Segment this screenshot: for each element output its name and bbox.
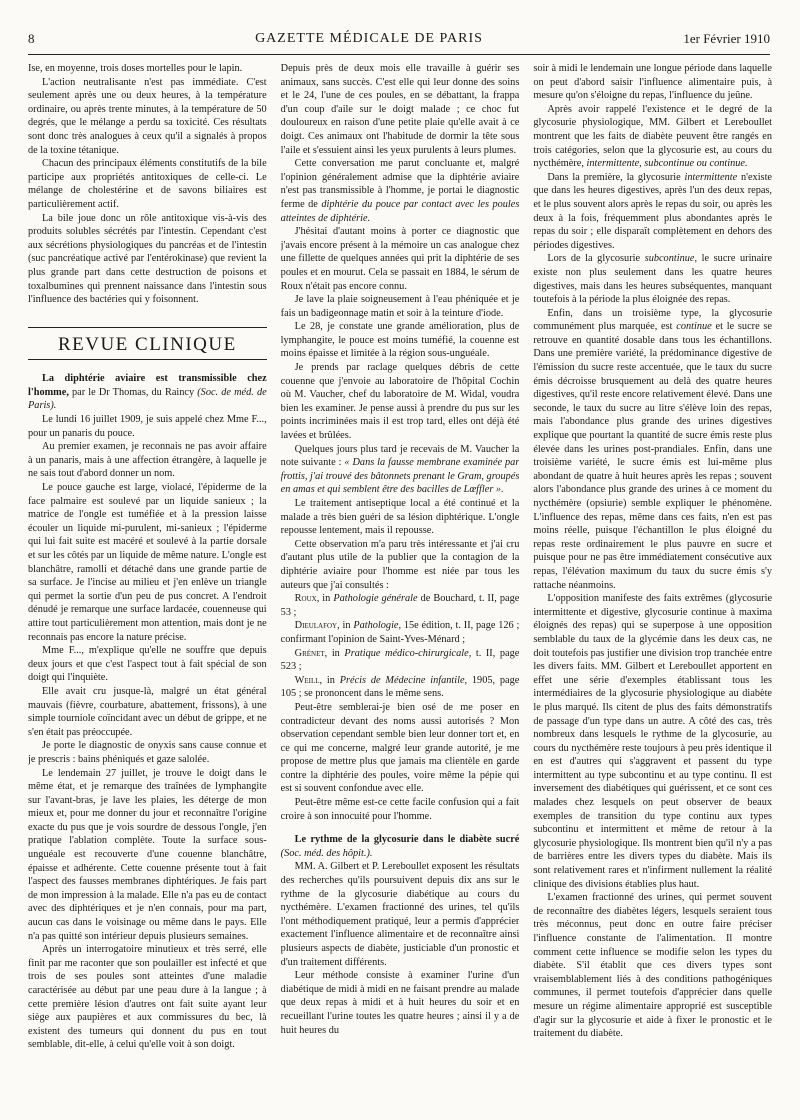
paragraph [533, 171, 772, 253]
term-emphasis: continue [676, 321, 712, 333]
page-header [28, 24, 770, 55]
article-heading [28, 372, 267, 413]
paragraph: Chacun des principaux éléments constitutifs de la bile participe aux propriétés antitoxiques de celle-ci. Le mélange de cholestérine et de savons biliaires est particulièrement actif. [28, 158, 267, 210]
paragraph: Cette observation m'a paru très intéressante et j'ai cru d'autant plus utile de la publier que la contagion de la diphtérie aviaire pour l'homme est niée par tous les auteurs que j'ai consultés : [280, 538, 520, 591]
reference-author: Grénet, [294, 647, 328, 659]
paragraph: Je porte le diagnostic de onyxis sans cause connue et je prescris : bains phéniqués et gaze salolée. [28, 740, 267, 765]
paragraph: Depuis près de deux mois elle travaille à guérir ses animaux, sans succès. C'est elle qui leur donne des soins et le 24, l'une de ces poules, en se débattant, la frappa d'un coup d'aile sur le doigt malade ; ce choc fut douloureux en raison d'une petite plaie qu'elle avait à ce doigt. Ces animaux ont l'habitude de dormir la tête sous l'aile et s'essuient ainsi les yeux purulents à leurs plumes. [280, 63, 520, 156]
article-source: (Soc. de méd. de Paris). [28, 386, 267, 412]
paragraph: Leur méthode consiste à examiner l'urine d'un diabétique de midi à midi en ne faisant prendre au malade que deux repas à midi et à huit heures du soir et en recueillant l'urine toutes les quatre heures ; ainsi il y a de huit heures du [280, 970, 520, 1036]
page-number: 8 [28, 31, 35, 46]
paragraph: MM. A. Gilbert et P. Lereboullet exposent les résultats des recherches qu'ils poursuivent depuis dix ans sur le rythme de la glycosurie diabétique au cours du nycthémère. L'examen fractionné des urines, tel qu'ils l'ont méthodiquement pratiqué, leur a permis d'apprécier exactement l'influence alimentaire et de reconnaître ainsi plusieurs aspects de diabète, justiciable d'un pronostic et d'un traitement différents. [280, 861, 520, 968]
paragraph [281, 443, 520, 497]
paragraph: L'action neutralisante n'est pas immédiate. C'est seulement après une ou deux heures, à la température ordinaire, ou après trente minutes, à la température de 50 degrés, que le mélange a perdu sa toxicité. Ces résultats sont donc très analogues à ceux qu'il a signalés à propos de la toxine tétanique. [28, 76, 267, 156]
paragraph: L'examen fractionné des urines, qui permet souvent de reconnaître des diabètes légers, lesquels seraient tous très méconnus, peut donc en outre faire préciser l'influence constante de l'alimentation. Il montre comment cette influence se modifie selon les types du diabète. S'il établit que ces divers types sont vraisemblablement liés à des conditions pathogéniques communes, il permet toutefois d'apprécier dans quelle mesure un régime alimentaire approprié est susceptible d'agir sur la glycosurie et aide à fixer le pronostic et le traitement du diabète. [533, 892, 773, 1040]
article-heading [281, 833, 520, 860]
paragraph-text: Dans la première, la glycosurie [547, 171, 685, 183]
text-columns [28, 62, 772, 1110]
paragraph: Le lundi 16 juillet 1909, je suis appelé chez Mme F..., pour un panaris du pouce. [28, 414, 267, 439]
issue-month-year: Février 1910 [703, 31, 770, 46]
paragraph: soir à midi le lendemain une longue période dans laquelle on peut d'abord saisir l'influence alimentaire puis, à mesure qu'on s'éloigne du repas, l'influence du jeûne. [533, 63, 773, 102]
paragraph: Elle avait cru jusque-là, malgré un état général mauvais (fièvre, courbature, abattement, frissons), à une simple tourniole coïncidant avec un début de grippe, et ne s'en était pas préoccupée. [28, 685, 267, 738]
paragraph [533, 103, 772, 171]
reference-author: Roux, [294, 593, 320, 605]
paragraph-text: Lors de la glycosurie [547, 253, 645, 265]
term-emphasis: intermittente [684, 171, 738, 183]
reference [281, 592, 520, 619]
reference-title: Précis de Médecine infantile, [339, 674, 468, 686]
paragraph-text: n'existe que dans les heures digestives, après l'un des deux repas, et le plus souvent alors après le repas du soir, ou après les deux à la fois, fréquemment plus abondantes après le repas du soir ; elle disparaît complètement en dehors des périodes digestives. [533, 171, 773, 251]
paragraph-text: Enfin, dans un troisième type, la glycosurie communément plus marquée, est [533, 307, 773, 333]
issue-day: 1er [683, 31, 700, 46]
section-title: REVUE CLINIQUE [28, 327, 267, 361]
paragraph: Mme F..., m'explique qu'elle ne souffre que depuis deux jours et que c'est l'aspect tout à fait spécial de son doigt qui l'inquiète. [28, 645, 267, 684]
paragraph: L'opposition manifeste des faits extrêmes (glycosurie intermittente et digestive, glycosurie continue à maxima éloignés des repas) qui se superpose à une opposition semblable du taux de la glycémie dans les deux cas, ne doit toutefois pas justifier une division trop tranchée entre les divers faits. MM. Gilbert et Lereboullet apportent en effet une série d'exemples établissant tous les intermédiaires de la glycosurie physiologique au diabète le plus marqué. Ils citent de plus des faits démonstratifs de passage d'un type dans un autre. A côté des cas, très nombreux dans lesquels le rythme de la glycosurie, au cours du nycthémère reste toujours à peu près identique il en est d'autres qui s'aggravent et passent du type intermittent au type subcontinu et au type continu. Il est inversement des diabétiques qui guérissent, et ce sont ces malades chez lesquels on peut observer de beaux exemples de transition du type continu aux types subcontinu et intermittent et même de retour à la glycosurie physiologique. Ils montrent bien qu'il n'y a pas de barrières entre les divers types du diabète. Mais ils sont relativement rares et n'infirment nullement la réalité clinique des divisions établies plus haut. [533, 593, 773, 890]
reference-text: in [322, 674, 340, 686]
paragraph: Peut-être semblerai-je bien osé de me poser en contradicteur devant des noms aussi autorisés ? Mon observation cependant semble bien leur donner tort et, en ce qui me concerne, malgré leur grande autorité, je me propose de mettre plus que jamais ma clientèle en garde contre la diphtérie des poules, voire même la pépie qui est si souvent confondue avec elle. [280, 701, 520, 795]
paragraph: Je lave la plaie soigneusement à l'eau phéniquée et je fais un badigeonnage matin et soir à la teinture d'iode. [280, 294, 520, 319]
diagnosis-emphasis: diphtérie du pouce par contact avec les poules atteintes de diphtérie. [280, 198, 520, 224]
reference-tail: 1905, page 105 ; se prononcent dans le même sens. [280, 674, 520, 700]
article-source: (Soc. méd. des hôpit.). [280, 847, 373, 859]
paragraph: J'hésitai d'autant moins à porter ce diagnostic que j'avais encore présent à la mémoire un cas analogue chez une fillette de quelques années qui prit la diphtérie de ses poules et en mourut. Cela se passait en 1884, le sérum de Roux n'était pas encore connu. [280, 226, 520, 292]
types-emphasis: intermittente, subcontinue ou continue. [586, 158, 748, 170]
reference [281, 674, 520, 701]
paragraph: Au premier examen, je reconnais ne pas avoir affaire à un panaris, mais à une affection étrangère, à laquelle je ne sais tout d'abord donner un nom. [28, 441, 267, 480]
reference-author: Dieulafoy, [294, 620, 340, 632]
reference-tail: de Bouchard, t. II, page 53 ; [280, 593, 520, 618]
lab-note-quote: « Dans la fausse membrane examinée par frottis, j'ai trouvé des bâtonnets prenant le Gram, groupés en amas et qui semblent être des bacilles de Lœffler ». [280, 457, 520, 496]
paragraph-text: Quelques jours plus tard je recevais de M. Vaucher la note suivante : [280, 443, 520, 469]
paragraph [533, 307, 772, 592]
paragraph: Le pouce gauche est large, violacé, l'épiderme de la face palmaire est soulevé par un liquide sanieux ; la matrice de l'ongle est tuméfiée et à la pression laisse écouler un liquide mi-purulent, mi-sanieux ; l'épiderme qui lui fait suite est macéré et soulevé à la partie dorsale et sur les côtés par un liquide de même nature. L'ongle est blanchâtre, ramolli et détaché dans une grande partie de sa surface. Je l'incise au milieu et j'en enlève un triangle qui permet la sortie d'un peu de pus concret. A l'endroit dénudé je remarque une surface lardacée, couenneuse qui attire tout particulièrement mon attention, mais dont je ne reconnais pas encore la nature précise. [28, 482, 267, 643]
issue-date [650, 31, 770, 47]
paragraph [533, 252, 772, 306]
journal-title: GAZETTE MÉDICALE DE PARIS [255, 31, 483, 46]
reference-tail: 15e édition, t. II, page 126 ; confirmant l'opinion de Saint-Yves-Ménard ; [280, 620, 520, 645]
reference-author: Weill, [294, 674, 323, 686]
reference-title: Pathologie générale [333, 593, 418, 605]
paragraph: Ise, en moyenne, trois doses mortelles pour le lapin. [28, 63, 243, 74]
article-title: La diphtérie aviaire est transmissible chez l'homme, [28, 373, 267, 398]
paragraph-text: Après avoir rappelé l'existence et le degré de la glycosurie physiologique, MM. Gilbert et Lereboullet montrent que les faits de diabète peuvent être rangés en trois catégories, selon que la glycosurie est, au cours du nycthémère, [533, 103, 773, 170]
reference-text: in [319, 593, 334, 605]
paragraph: Le traitement antiseptique local a été continué et la malade a très bien guéri de sa lésion diphtérique. L'ongle repousse lentement, mais il repousse. [280, 498, 520, 537]
reference-tail: t. II, page 523 ; [280, 647, 520, 673]
paragraph [281, 157, 520, 225]
paragraph: Peut-être même est-ce cette facile confusion qui a fait croire à son innocuité pour l'homme. [280, 797, 520, 822]
paragraph: Le 28, je constate une grande amélioration, plus de lymphangite, le pouce est moins tuméfié, la couenne est moins épaisse et limitée à la région sous-unguéale. [280, 321, 520, 360]
paragraph-text: Cette conversation me parut concluante et, malgré l'opinion généralement admise que la diphtérie aviaire n'est pas transmissible à l'homme, je portai le diagnostic ferme de [280, 158, 520, 210]
reference-text: in [327, 647, 345, 659]
reference [281, 619, 520, 646]
article-title: Le rythme de la glycosurie dans le diabète sucré [294, 834, 520, 846]
paragraph-text: et le sucre se retrouve en quantité dosable dans tous les échantillons. Dans une première variété, la prédominance digestive de l'émission du sucre reste accentuée, que le taux du sucre émis décroisse brusquement au delà des quatre heures digestives, qu'il reste encore relativement élevé. Dans une seconde, le taux du sucre au litre s'élève loin des repas, mais l'abondance plus grande des urines digestives explique que pourtant la quantité de sucre émis reste plus élevée dans les urines post-prandiales. Enfin, dans une troisième variété, le sucre émis est lui-même plus abondant de quatre à huit heures après les repas ; souvent alors l'abondance plus grande des urines à ce moment du nycthémère (opsiurie) semble expliquer le phénomène. L'influence des repas, même dans ces faits, n'en est pas moins réelle, puisque l'échantillon le plus éloigné du repas reste ordinairement le plus pauvre en sucre et puisque pour ne pas être immédiatement consécutive aux repas, l'élévation maximum du taux du sucre émis s'y rattache néanmoins. [533, 321, 773, 591]
paragraph: Le lendemain 27 juillet, je trouve le doigt dans le même état, et je remarque des traînées de lymphangite sur l'avant-bras, je lave les plaies, les déterge de mon mieux et, pour me donner du jour et reconnaître l'origine exacte du pus que je vois sourdre de dessous l'ongle, j'en pratique l'ablation complète. Toute la surface sous-unguéale est recouverte d'une couenne blanchâtre, épaisse et adhérente. Cette couenne présente tout à fait l'aspect des fausses membranes diphtériques. Je fais part de mon impression à la malade. Elle n'a pas eu de contact avec des diphtériques et je n'en connais, pour ma part, aucun cas dans le voisinage ou même dans le pays. Elle n'a pas quitté son intérieur depuis plusieurs semaines. [28, 767, 267, 942]
reference [281, 647, 520, 674]
paragraph: Je prends par raclage quelques débris de cette couenne que j'envoie au laboratoire de l'hôpital Cochin où M. Vaucher, chef du laboratoire de M. Widal, voudra bien les examiner. Je pense aussi à prendre du pus sur les points incriminées mais il est trop tard, elles ont déjà été lavées et brûlées. [280, 362, 520, 442]
column-3 [533, 62, 772, 1110]
reference-text: in [339, 620, 354, 632]
paragraph-text: le sucre urinaire existe non plus seulement dans les quatre heures digestives, mais dans les heures subséquentes, manquant toutefois à la période la plus éloignée des repas. [533, 253, 773, 306]
reference-title: Pratique médico-chirurgicale, [344, 647, 472, 659]
column-1 [28, 62, 267, 1110]
article-author: par le Dr Thomas, du Raincy [68, 386, 198, 398]
column-2 [281, 62, 520, 1110]
reference-title: Pathologie, [353, 620, 402, 632]
paragraph: Après un interrogatoire minutieux et très serré, elle finit par me raconter que son poulailler est infecté et que trois de ses poules sont atteintes d'une maladie caractérisée au début par une peau dure à la langue ; à cette première lésion d'autres ont fait suite ayant leur siège aux paupières et aux commissures du bec, là existent des tumeurs qui donnent du pus en tout semblable, dit-elle, à celui qu'elle voit à son doigt. [28, 944, 267, 1051]
paragraph: La bile joue donc un rôle antitoxique vis-à-vis des produits solubles sécrétés par l'intestin. Cependant c'est aux sécrétions physiologiques du pancréas et de l'intestin (suc pancréatique activé par l'entérokinase) que revient la plus grande part dans cette destruction de poisons et toxalbumines qui prennent naissance dans l'intestin sous l'influence des bactéries qui y foisonnent. [28, 212, 267, 306]
term-emphasis: subcontinue, [644, 253, 698, 265]
